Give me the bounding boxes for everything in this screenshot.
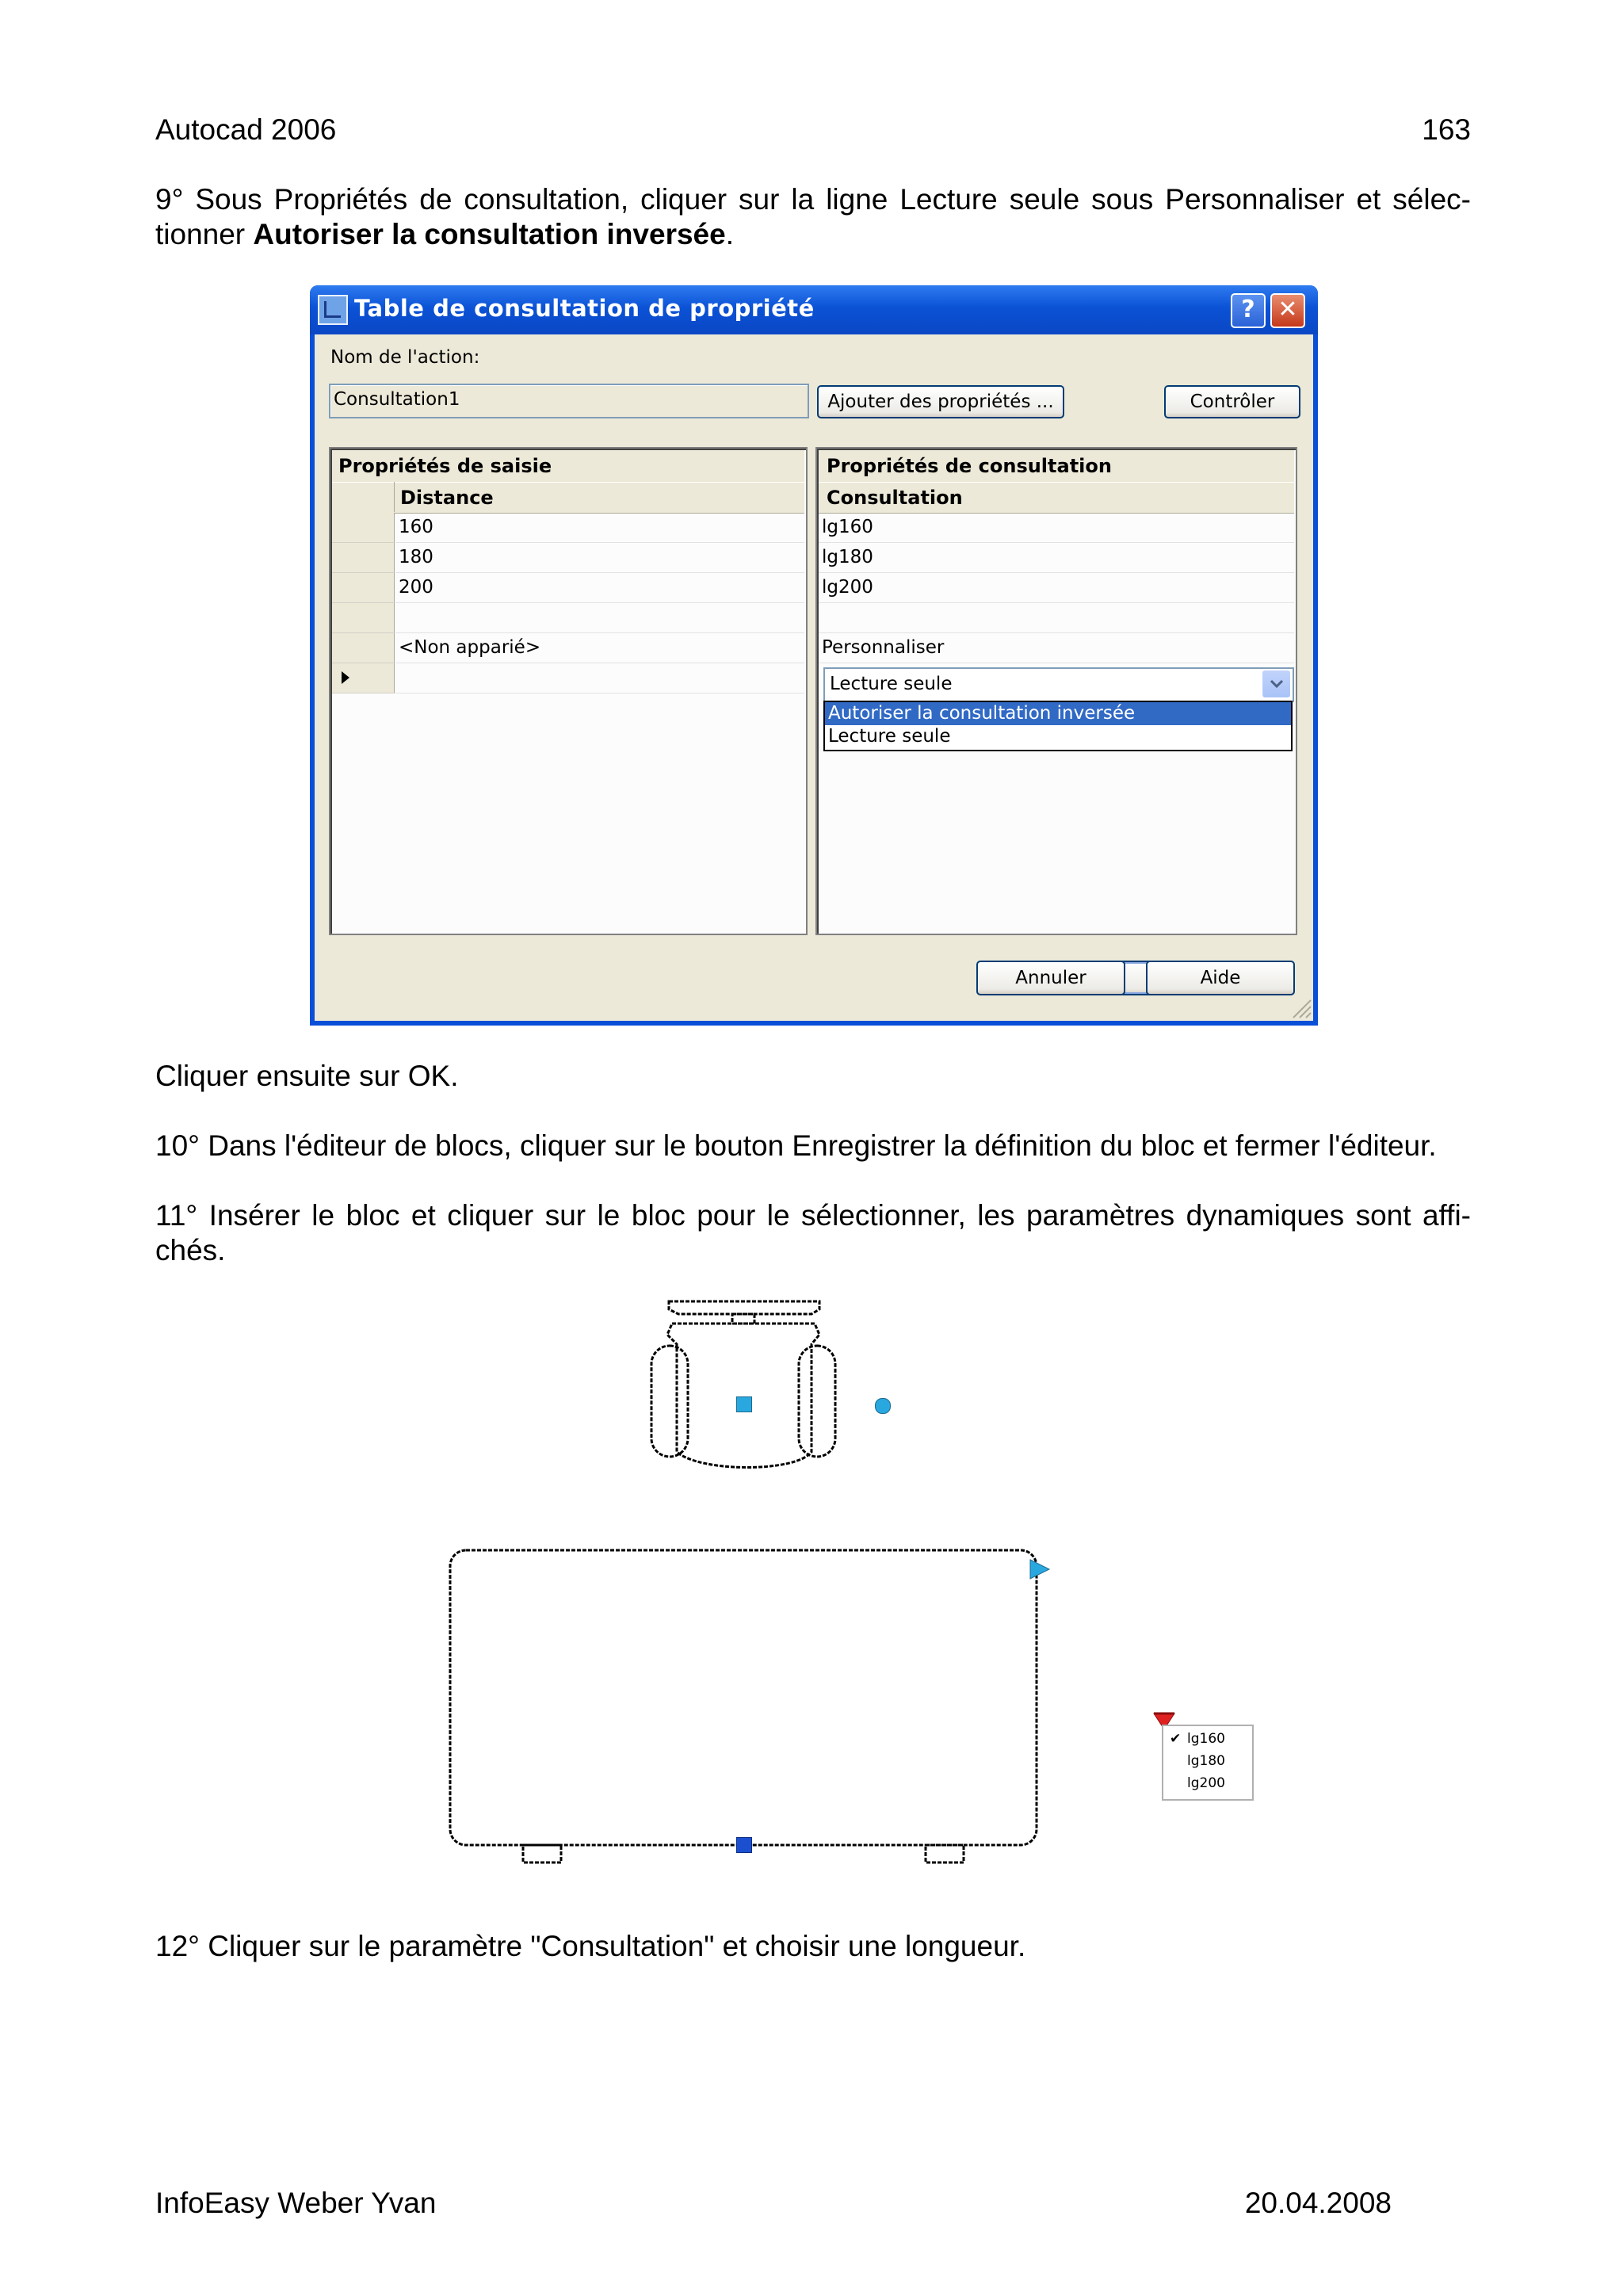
lookup-dropdown-list (823, 701, 1293, 751)
lookup-option-lg180[interactable]: lg180 (1187, 1753, 1225, 1769)
lookup-properties-title: Propriétés de consultation (819, 450, 1294, 483)
distance-column-header[interactable]: Distance (332, 482, 804, 514)
footer-author: InfoEasy Weber Yvan (155, 2187, 437, 2219)
check-button[interactable]: Contrôler (1164, 385, 1300, 418)
click-ok-text: Cliquer ensuite sur OK. (155, 1060, 459, 1092)
table-row[interactable]: lg160 (819, 513, 1294, 543)
step11-line2: chés. (155, 1234, 226, 1266)
block-editor-icon (318, 295, 348, 325)
resize-grip-icon[interactable] (1289, 995, 1312, 1019)
table-row[interactable]: 160 (395, 513, 804, 543)
lookup-option-lg200[interactable]: lg200 (1187, 1775, 1225, 1791)
lookup-option-lg160[interactable]: lg160 (1187, 1731, 1225, 1747)
table-row[interactable]: 200 (395, 573, 804, 603)
step12-text: 12° Cliquer sur le paramètre "Consultation" et choisir une longueur. (155, 1930, 1026, 1962)
table-row[interactable]: lg200 (819, 573, 1294, 603)
lookup-menu (1162, 1725, 1254, 1801)
header-title: Autocad 2006 (155, 113, 337, 146)
rotation-grip[interactable] (875, 1398, 891, 1414)
chevron-down-icon[interactable] (1262, 670, 1290, 697)
lookup-properties-grid (815, 447, 1297, 935)
help-button[interactable]: Aide (1146, 961, 1295, 995)
customize-row[interactable]: Personnaliser (819, 633, 1294, 663)
row-pointer-icon (332, 663, 394, 693)
base-grip[interactable] (736, 1837, 752, 1853)
input-properties-grid (329, 447, 808, 935)
action-name-field[interactable]: Consultation1 (329, 384, 809, 418)
dialog-titlebar[interactable] (310, 285, 1318, 334)
footer-date: 20.04.2008 (1244, 2187, 1392, 2219)
dialog-body (315, 334, 1313, 1021)
table-row[interactable] (395, 603, 804, 633)
step9-bold-option: Autoriser la consultation inversée (253, 218, 726, 250)
cancel-button[interactable]: Annuler (976, 961, 1125, 995)
step10-text: 10° Dans l'éditeur de blocs, cliquer sur le bouton Enregistrer la définition du bloc et fermer l'éditeur. (155, 1129, 1437, 1162)
step11-line1: 11° Insérer le bloc et cliquer sur le bloc pour le sélectionner, les paramètres dynamiques sont affi- (155, 1199, 1471, 1232)
read-only-combo[interactable]: Lecture seule (823, 667, 1294, 702)
table-row[interactable]: 180 (395, 543, 804, 573)
add-properties-button[interactable]: Ajouter des propriétés ... (817, 385, 1064, 418)
stretch-grip-icon[interactable] (1029, 1558, 1052, 1580)
page-number: 163 (1422, 113, 1471, 146)
option-read-only[interactable]: Lecture seule (828, 726, 951, 747)
help-icon[interactable]: ? (1231, 293, 1266, 328)
cad-block-preview (384, 1263, 1276, 1883)
table-row[interactable]: lg180 (819, 543, 1294, 573)
dialog-title: Table de consultation de propriété (354, 295, 815, 322)
table-row[interactable] (395, 663, 804, 693)
desk-chair-block (384, 1263, 1276, 1883)
input-properties-title: Propriétés de saisie (332, 450, 804, 483)
option-allow-reverse-lookup[interactable]: Autoriser la consultation inversée (825, 702, 1291, 725)
base-point-grip[interactable] (736, 1396, 752, 1412)
step9-line2: tionner Autoriser la consultation inversée. (155, 218, 734, 250)
action-name-label: Nom de l'action: (330, 347, 480, 368)
lookup-table-dialog (310, 285, 1318, 1026)
step9-line1: 9° Sous Propriétés de consultation, cliquer sur la ligne Lecture seule sous Personnaliser et sélec- (155, 183, 1471, 216)
close-icon[interactable]: ✕ (1270, 293, 1305, 328)
current-row-marker (332, 663, 395, 693)
lookup-column-header[interactable]: Consultation (819, 482, 1294, 514)
table-row[interactable]: <Non apparié> (395, 633, 804, 663)
table-row[interactable] (819, 603, 1294, 633)
lookup-menu-check-icon: ✔ (1170, 1731, 1182, 1747)
